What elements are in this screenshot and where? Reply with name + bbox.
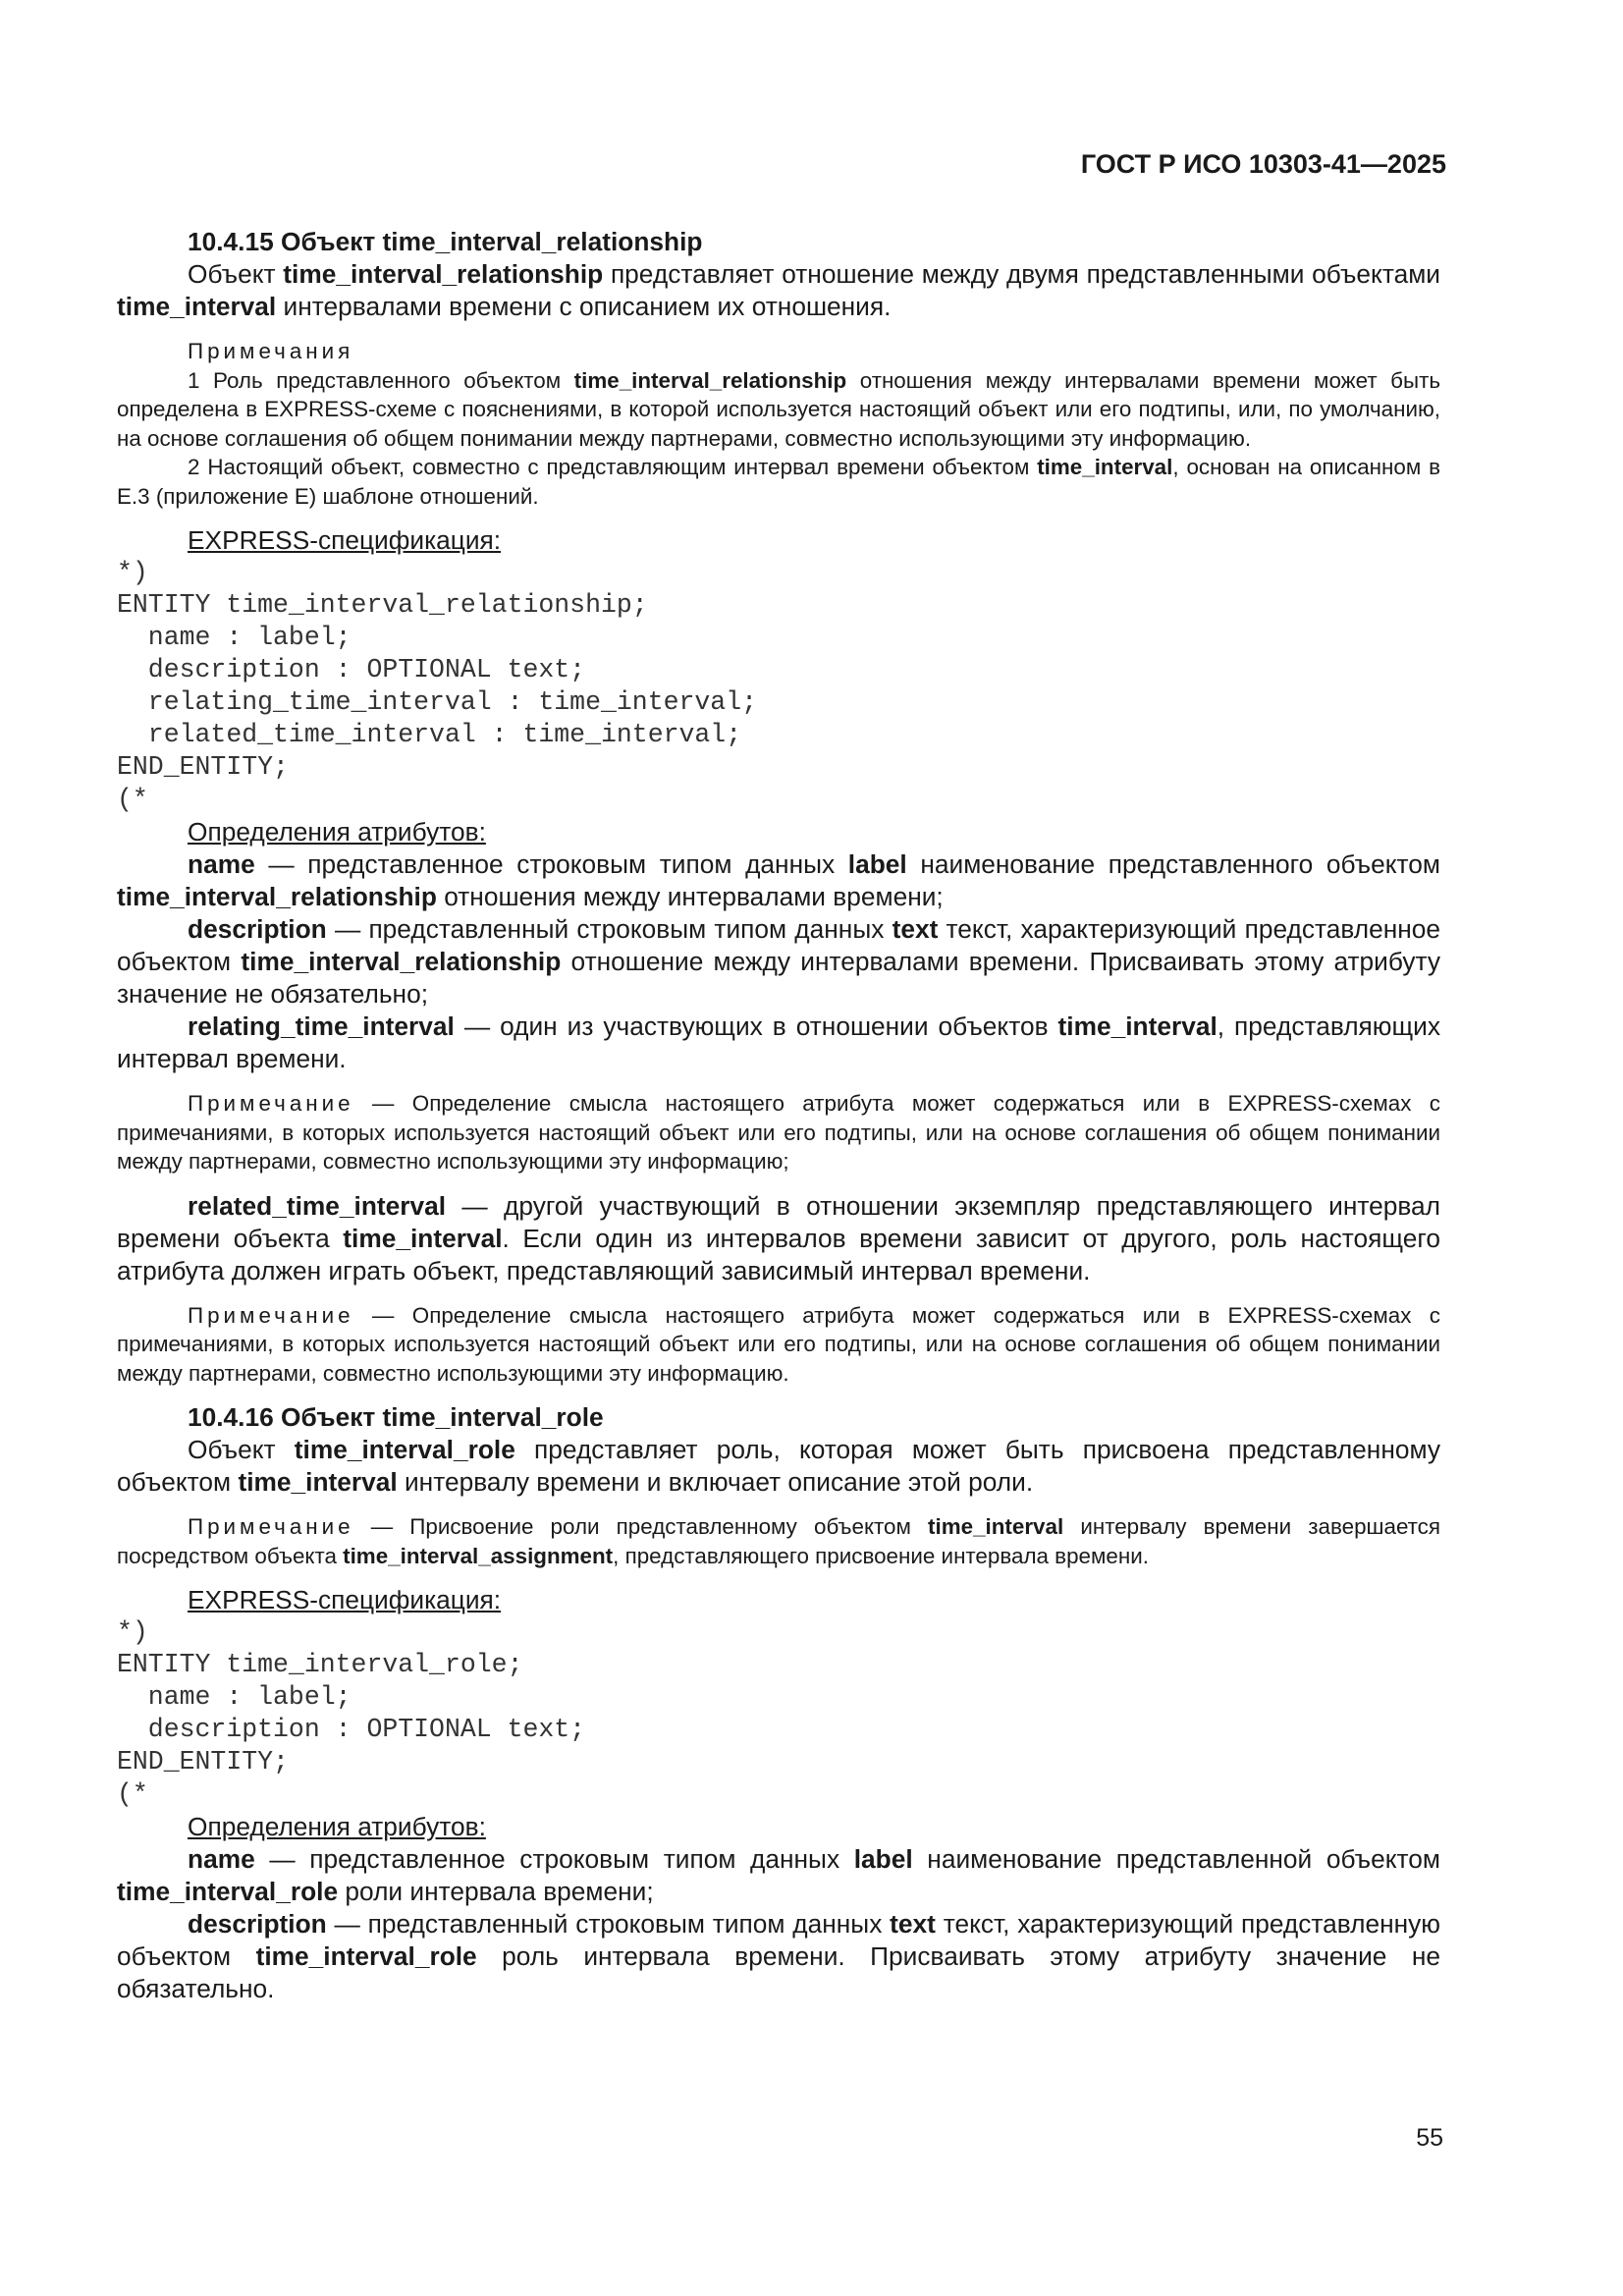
express-spec-label: EXPRESS-спецификация: bbox=[188, 525, 502, 555]
attribute-description-definition: description — представленный строковым типом данных text текст, характеризующий представленную объектом time_interval_role роль интервала времени. Присваивать этому атрибуту значение не обязательно. bbox=[117, 1909, 1441, 2003]
section-note: Примечание — Присвоение роли представленному объектом time_interval интервалу времени завершается посредством объекта time_interval_assignment, представляющего присвоение интервала времени. bbox=[117, 1514, 1440, 1568]
attribute-relating-definition: relating_time_interval — один из участвующих в отношении объектов time_interval, представляющих интервал времени. bbox=[117, 1011, 1440, 1073]
notes-title: Примечания bbox=[188, 339, 354, 363]
section-intro-paragraph: Объект time_interval_relationship представляет отношение между двумя представленными объектами time_interval интервалами времени с описанием их отношения. bbox=[117, 259, 1440, 321]
express-code-block: *) ENTITY time_interval_relationship; name : label; description : OPTIONAL text; relating_time_interval : time_interval; related_time_interval : time_interval; END_ENTITY; (* bbox=[117, 558, 758, 814]
entity-name: time_interval_relationship bbox=[283, 259, 604, 289]
attribute-definitions-label: Определения атрибутов: bbox=[188, 1812, 486, 1841]
attribute-related-definition: related_time_interval — другой участвующий в отношении экземпляр представляющего интервал времени объекта time_interval. Если один из интервалов времени зависит от другого, роль настоящего атрибута должен играть объект, представляющий зависимый интервал времени. bbox=[117, 1190, 1440, 1285]
express-spec-label: EXPRESS-спецификация: bbox=[188, 1585, 502, 1614]
express-code-block: *) ENTITY time_interval_role; name : label; description : OPTIONAL text; END_ENTITY; (* bbox=[117, 1617, 586, 1809]
note-2: 2 Настоящий объект, совместно с представляющим интервал времени объектом time_interval, основан на описанном в Е.3 (приложение Е) шаблоне отношений. bbox=[117, 455, 1440, 509]
attribute-name-definition: name — представленное строковым типом данных label наименование представленной объектом time_interval_role роли интервала времени; bbox=[117, 1844, 1440, 1906]
attribute-name-definition: name — представленное строковым типом данных label наименование представленного объектом time_interval_relationship отношения между интервалами времени; bbox=[117, 849, 1440, 911]
section-heading-10-4-15: 10.4.15 Объект time_interval_relationship bbox=[188, 227, 703, 256]
document-header: ГОСТ Р ИСО 10303-41—2025 bbox=[1080, 149, 1446, 179]
section-intro-paragraph: Объект time_interval_role представляет роль, которая может быть присвоена представленному объектом time_interval интервалу времени и включает описание этой роли. bbox=[117, 1435, 1440, 1497]
section-heading-10-4-16: 10.4.16 Объект time_interval_role bbox=[188, 1402, 604, 1432]
attribute-description-definition: description — представленный строковым типом данных text текст, характеризующий представленное объектом time_interval_relationship отношение между интервалами времени. Присваивать этому атрибуту значение не обязательно; bbox=[117, 914, 1440, 1009]
attribute-note-b: Примечание — Определение смысла настоящего атрибута может содержаться или в EXPRESS-схемах с примечаниями, в которых используется настоящий объект или его подтипы, или на основе соглашения об общем понимании между партнерами, совместно использующими эту информацию. bbox=[117, 1302, 1440, 1386]
note-1: 1 Роль представленного объектом time_interval_relationship отношения между интервалами времени может быть определена в EXPRESS-схеме с пояснениями, в которой используется настоящий объект или его подтипы, или, по умолчанию, на основе соглашения об общем понимании между партнерами, совместно использующими эту информацию. bbox=[117, 367, 1440, 451]
entity-name: time_interval bbox=[117, 292, 277, 321]
page-number: 55 bbox=[1416, 2124, 1443, 2152]
attribute-definitions-label: Определения атрибутов: bbox=[188, 817, 486, 847]
page-content bbox=[117, 226, 1440, 2005]
attribute-note-a: Примечание — Определение смысла настоящего атрибута может содержаться или в EXPRESS-схемах с примечаниями, в которых используется настоящий объект или его подтипы, или на основе соглашения об общем понимании между партнерами, совместно использующими эту информацию; bbox=[117, 1091, 1440, 1174]
